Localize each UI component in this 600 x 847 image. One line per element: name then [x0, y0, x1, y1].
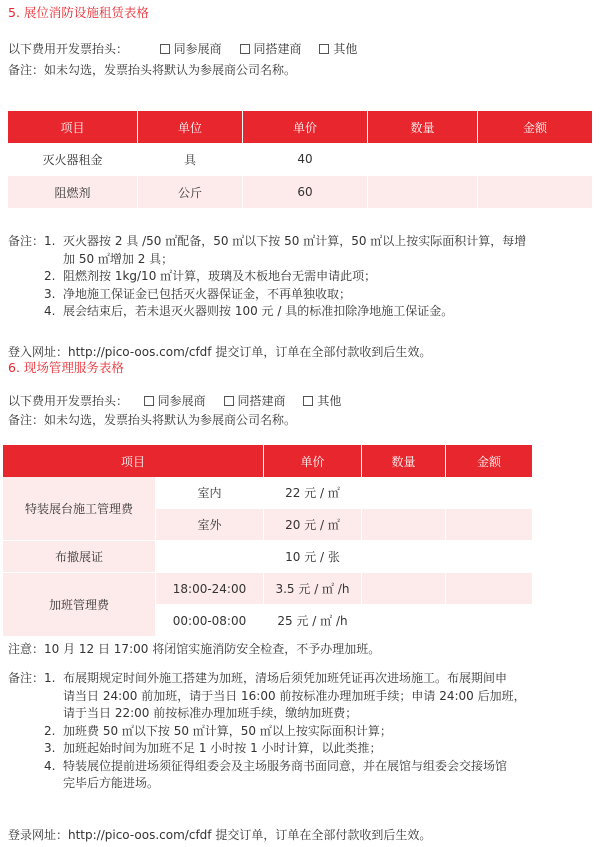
remark-label: 备注： — [8, 234, 45, 248]
s6-option-exhibitor[interactable]: 同参展商 — [144, 394, 206, 408]
s6-invoice-label: 以下费用开发票抬头： — [8, 394, 129, 408]
remark-label: 备注： — [8, 671, 45, 685]
table-row: 灭火器租金 具 40 — [8, 143, 592, 176]
table-row: 室外 20 元 / ㎡ — [3, 509, 532, 541]
checkbox-icon[interactable] — [160, 44, 170, 54]
s5-invoice-row — [8, 40, 371, 57]
table-header — [3, 445, 532, 477]
s6-login-url[interactable]: 登录网址：http://pico-oos.com/cfdf 提交订单，订单在全部付款收到后生效。 — [8, 828, 432, 842]
qty-cell[interactable] — [362, 509, 446, 541]
amount-cell[interactable] — [446, 509, 532, 541]
amount-cell[interactable] — [446, 477, 532, 509]
s5-table — [8, 111, 592, 209]
checkbox-icon[interactable] — [303, 396, 313, 406]
col-amount: 金额 — [478, 111, 592, 143]
section5-title: 5. 展位消防设施租赁表格 — [8, 5, 149, 20]
s5-login-url[interactable]: 登入网址：http://pico-oos.com/cfdf 提交订单，订单在全部付款收到后生效。 — [8, 345, 432, 359]
amount-cell[interactable] — [478, 176, 592, 209]
s6-option-builder[interactable]: 同搭建商 — [224, 394, 286, 408]
table-row: 00:00-08:00 25 元 / ㎡ /h — [3, 605, 532, 637]
qty-cell[interactable] — [362, 573, 446, 605]
col-item: 项目 — [3, 445, 264, 477]
col-amount: 金额 — [446, 445, 532, 477]
qty-cell[interactable] — [368, 143, 478, 176]
s6-invoice-row — [8, 392, 355, 409]
s5-invoice-label: 以下费用开发票抬头： — [8, 42, 129, 56]
checkbox-icon[interactable] — [224, 396, 234, 406]
qty-cell[interactable] — [362, 541, 446, 573]
qty-cell[interactable] — [362, 477, 446, 509]
row-group-label: 特装展台施工管理费 — [3, 477, 156, 541]
checkbox-icon[interactable] — [144, 396, 154, 406]
table-row: 加班管理费 18:00-24:00 3.5 元 / ㎡ /h — [3, 573, 532, 605]
s6-notice: 注意：10 月 12 日 17:00 将闭馆实施消防安全检查，不予办理加班。 — [8, 642, 381, 656]
checkbox-icon[interactable] — [319, 44, 329, 54]
amount-cell[interactable] — [446, 605, 532, 637]
table-row: 阻燃剂 公斤 60 — [8, 176, 592, 209]
table-row: 布撤展证 10 元 / 张 — [3, 541, 532, 573]
col-price: 单价 — [243, 111, 368, 143]
s6-remarks: 备注： 1. 布展期规定时间外施工搭建为加班，清场后须凭加班凭证再次进场施工。布展期间申 请当日 24:00 前加班，请于当日 16:00 前按标准办理加班手续；申请 24:00 后加班， 请于当日 22:00 前按标准办理加班手续，缴纳加班费； 2. 加班费 50 ㎡以下按 50 ㎡计算，50 ㎡以上按实际面积计算； 3. 加班起始时间为加班不足 1 小时按 1 小时计算，以此类推； 4. 特装展位提前进场须征得组委会及主场服务商书面同意，并在展馆与组委会交接场馆 完毕后方能进场。 — [8, 671, 526, 790]
col-price: 单价 — [264, 445, 362, 477]
s5-remarks: 备注： 1. 灭火器按 2 具 /50 ㎡配备，50 ㎡以下按 50 ㎡计算，50 ㎡以上按实际面积计算，每增 加 50 ㎡增加 2 具； 2. 阻燃剂按 1kg/10 ㎡计算，玻璃及木板地台无需申请此项； 3. 净地施工保证金已包括灭火器保证金，不再单独收取； 4. 展会结束后，若未退灭火器则按 100 元 / 具的标准扣除净地施工保证金。 — [8, 234, 527, 318]
s6-default-note: 备注：如未勾选，发票抬头将默认为参展商公司名称。 — [8, 413, 297, 427]
qty-cell[interactable] — [362, 605, 446, 637]
col-qty: 数量 — [362, 445, 446, 477]
section6-title: 6. 现场管理服务表格 — [8, 360, 124, 375]
col-item: 项目 — [8, 111, 138, 143]
s5-option-builder[interactable]: 同搭建商 — [240, 42, 302, 56]
table-header — [8, 111, 592, 143]
s5-option-other[interactable]: 其他 — [319, 42, 357, 56]
qty-cell[interactable] — [368, 176, 478, 209]
col-unit: 单位 — [138, 111, 243, 143]
s6-table — [3, 445, 532, 637]
col-qty: 数量 — [368, 111, 478, 143]
table-row: 特装展台施工管理费 室内 22 元 / ㎡ — [3, 477, 532, 509]
row-group-label: 布撤展证 — [3, 541, 156, 573]
amount-cell[interactable] — [478, 143, 592, 176]
amount-cell[interactable] — [446, 541, 532, 573]
s5-default-note: 备注：如未勾选，发票抬头将默认为参展商公司名称。 — [8, 63, 297, 77]
checkbox-icon[interactable] — [240, 44, 250, 54]
row-group-label: 加班管理费 — [3, 573, 156, 637]
s5-option-exhibitor[interactable]: 同参展商 — [160, 42, 222, 56]
amount-cell[interactable] — [446, 573, 532, 605]
s6-option-other[interactable]: 其他 — [303, 394, 341, 408]
